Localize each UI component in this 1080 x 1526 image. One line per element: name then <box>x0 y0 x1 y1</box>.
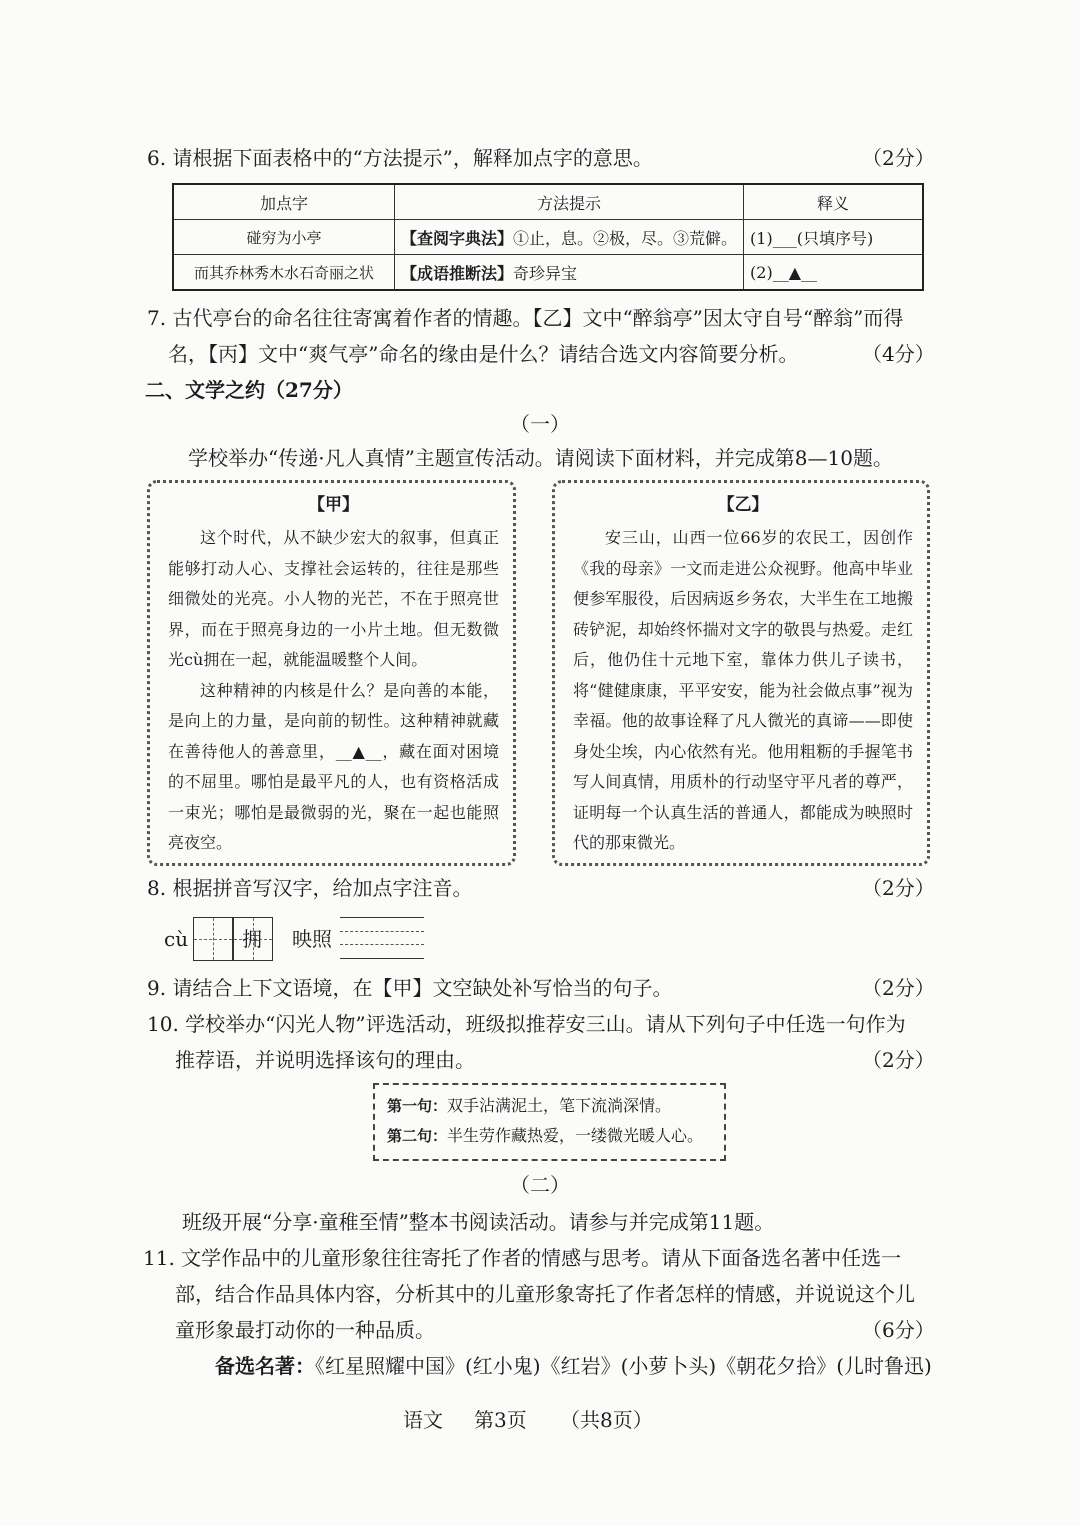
method-label: 【查阅字典法】 <box>401 228 514 248</box>
method-hint <box>395 255 744 291</box>
part2-title: （二） <box>510 1173 570 1197</box>
footer-page: 第3页 <box>474 1408 527 1432</box>
q7-line1: 7. 古代亭台的命名往往寄寓着作者的情趣。【乙】文中“醉翁亭”因太守自号“醉翁”而得 <box>147 306 904 330</box>
sentence-box <box>373 1083 726 1161</box>
answer-cell: (2)__▲__ <box>744 255 923 291</box>
method-text: 奇珍异宝 <box>513 263 578 283</box>
books-list: 《红星照耀中国》(红小鬼)《红岩》(小萝卜头)《朝花夕拾》(儿时鲁迅) <box>315 1354 932 1378</box>
q8-word2: 映照 <box>292 927 332 951</box>
passage-yi <box>552 480 930 866</box>
part1-title: （一） <box>510 412 570 436</box>
q7-line2: 名，【丙】文中“爽气亭”命名的缘由是什么？请结合选文内容简要分析。 <box>168 342 799 366</box>
sentence-1-text: 双手沾满泥土，笔下流淌深情。 <box>447 1096 672 1115</box>
section-title: 二、文学之约（27分） <box>145 378 353 402</box>
footer-total: （共8页） <box>560 1408 653 1432</box>
books-label: 备选名著： <box>215 1354 315 1378</box>
pinyin-lines[interactable] <box>340 917 424 959</box>
q8-score: （2分） <box>862 876 935 900</box>
table-header: 加点字 <box>173 184 395 220</box>
char-grid-left[interactable] <box>193 917 233 961</box>
q11-line1: 11. 文学作品中的儿童形象往往寄托了作者的情感与思考。请从下面备选名著中任选一 <box>143 1246 902 1270</box>
q10-line2: 推荐语，并说明选择该句的理由。 <box>175 1048 475 1072</box>
part2-intro: 班级开展“分享·童稚至情”整本书阅读活动。请参与并完成第11题。 <box>182 1210 775 1234</box>
table-header: 方法提示 <box>395 184 744 220</box>
q8-char: 拥 <box>242 927 262 951</box>
passage-jia-title: 【甲】 <box>308 495 359 515</box>
part1-intro: 学校举办“传递·凡人真情”主题宣传活动。请阅读下面材料，并完成第8—10题。 <box>188 446 893 470</box>
dotted-word: 而其乔林秀木水石奇丽之状 <box>173 255 395 291</box>
q11-line3: 童形象最打动你的一种品质。 <box>175 1318 435 1342</box>
passage-jia-p2: 这种精神的内核是什么？是向善的本能，是向上的力量，是向前的韧性。这种精神就藏在善待他人的善意里，__▲__，藏在面对困境的不屈里。哪怕是最平凡的人，也有资格活成一束光；哪怕是最微弱的光，聚在一起也能照亮夜空。 <box>168 680 499 852</box>
passage-yi-p1: 安三山，山西一位66岁的农民工，因创作《我的母亲》一文而走进公众视野。他高中毕业便参军服役，后因病返乡务农，大半生在工地搬砖铲泥，却始终怀揣对文字的敬畏与热爱。走红后，他仍住十元地下室，靠体力供儿子读书，将“健健康康，平平安安，能为社会做点事”视为幸福。他的故事诠释了凡人微光的真谛——即使身处尘埃，内心依然有光。他用粗粝的手握笔书写人间真情，用质朴的行动坚守平凡者的尊严，证明每一个认真生活的普通人，都能成为映照时代的那束微光。 <box>573 528 913 852</box>
sentence-2 <box>387 1121 712 1151</box>
q8-text: 8. 根据拼音写汉字，给加点字注音。 <box>147 876 473 900</box>
table-header-row <box>173 184 923 220</box>
q10-line1: 10. 学校举办“闪光人物”评选活动，班级拟推荐安三山。请从下列句子中任选一句作为 <box>147 1012 906 1036</box>
passage-jia-p1: 这个时代，从不缺少宏大的叙事，但真正能够打动人心、支撑社会运转的，往往是那些细微处的光亮。小人物的光芒，不在于照亮世界，而在于照亮身边的一小片土地。但无数微光cù拥在一起，就能温暖整个人间。 <box>168 528 499 669</box>
q7-score: （4分） <box>862 342 935 366</box>
q11-score: （6分） <box>862 1318 935 1342</box>
passage-yi-title: 【乙】 <box>717 495 769 515</box>
sentence-1-label: 第一句： <box>387 1097 448 1115</box>
q6-score: （2分） <box>862 146 935 170</box>
footer-subject: 语文 <box>403 1408 443 1432</box>
q6-text: 6. 请根据下面表格中的“方法提示”，解释加点字的意思。 <box>147 146 653 170</box>
q9-score: （2分） <box>862 976 935 1000</box>
method-hint <box>395 220 744 255</box>
q11-books <box>215 1348 932 1384</box>
answer-cell: (1)___(只填序号) <box>744 220 923 255</box>
table-row <box>173 220 923 255</box>
passage-jia <box>147 480 516 866</box>
sentence-2-label: 第二句： <box>387 1127 448 1145</box>
q8-pinyin: cù <box>164 927 189 951</box>
method-label: 【成语推断法】 <box>401 263 514 283</box>
q10-score: （2分） <box>862 1048 935 1072</box>
q6-table <box>172 183 924 291</box>
sentence-1 <box>387 1091 712 1121</box>
method-text: ①止，息。②极，尽。③荒僻。 <box>513 228 738 248</box>
table-header: 释义 <box>744 184 923 220</box>
q9-text: 9. 请结合上下文语境，在【甲】文空缺处补写恰当的句子。 <box>147 976 673 1000</box>
table-row <box>173 255 923 291</box>
q11-line2: 部，结合作品具体内容，分析其中的儿童形象寄托了作者怎样的情感，并说说这个儿 <box>175 1282 915 1306</box>
dotted-word: 碰穷为小亭 <box>173 220 395 255</box>
sentence-2-text: 半生劳作藏热爱，一缕微光暖人心。 <box>447 1126 704 1145</box>
